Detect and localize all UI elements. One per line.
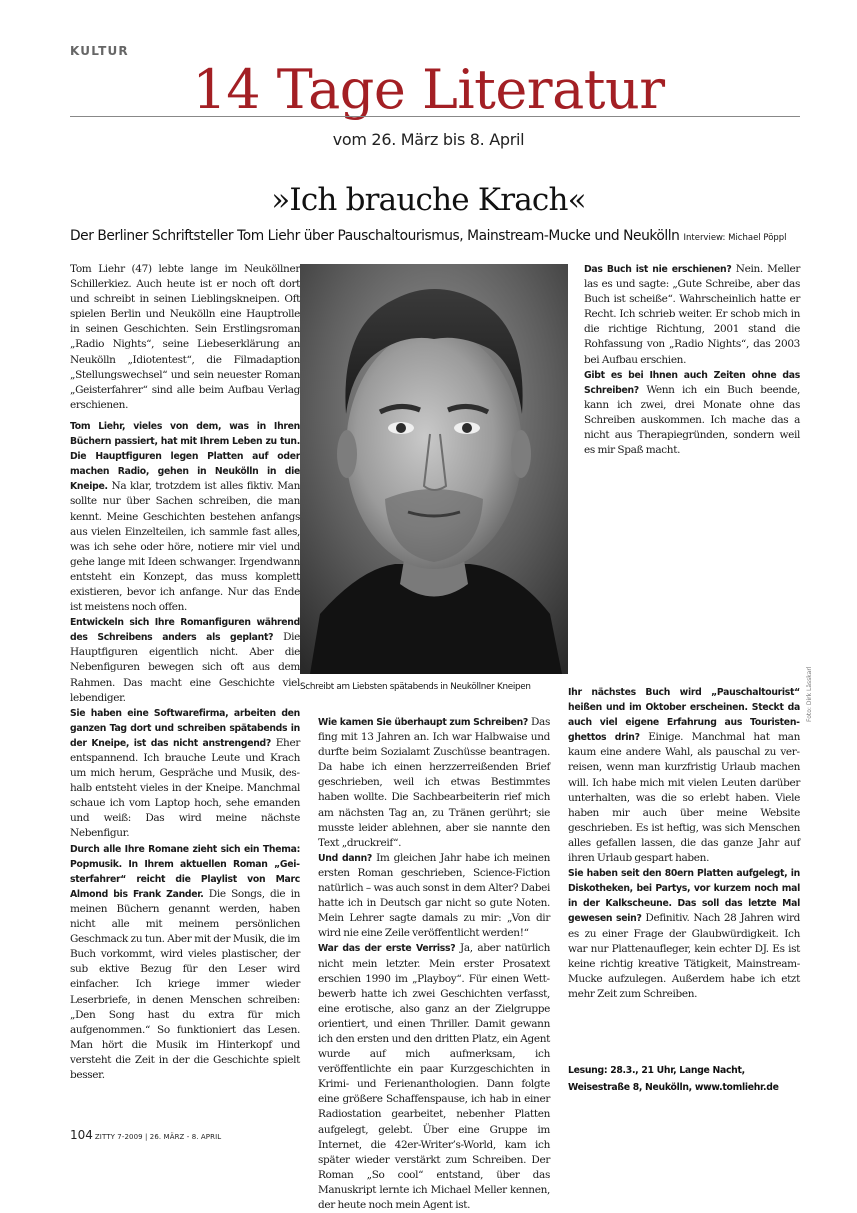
- photo-credit-text: Foto: Dirk Lässkarl: [806, 666, 813, 722]
- answer: Definitiv. Nach 28 Jahren wird es zu einer Frage der Glaubwürdigkeit. Ich war nur Plattenaufleger, kein echter DJ. Es ist keine richtig kreative Tätigkeit, Mainstream-Mucke aufzulegen. Außerdem habe ich etzt mehr Zeit zum Schreiben.: [568, 912, 800, 1000]
- title-rule: [70, 116, 800, 117]
- issue-info: ZITTY 7-2009 | 26. MÄRZ - 8. APRIL: [94, 1133, 222, 1141]
- answer: Die Songs, die in meinen Büchern genannt werden, haben nicht alle mit meinem persönlichen Geschmack zu tun. Aber mit der Musik, die im Buch vorkommt, wird vieles plastischer, der sub ektive Bezug für den Leser wird einfacher. Ich kriege immer wieder Leserbriefe, in denen Menschen schreiben: „Den Song hast du extra für mich aufgenommen.“ So funktioniert das Lesen. Man hört die Musik im Hinterkopf und versteht die Zeit in der die Geschichte spielt besser.: [70, 887, 301, 1081]
- question: Sie haben eine Softwarefirma, arbeiten den ganzen Tag dort und schreiben spätabends in der Kneipe, ist das nicht anstrengend?: [70, 707, 300, 749]
- question: Gibt es bei Ihnen auch Zeiten ohne das Schreiben?: [584, 369, 800, 396]
- qa-block: [70, 706, 300, 842]
- intro-paragraph: Tom Liehr (47) lebte lange im Neuköllner Schillerkiez. Auch heute ist er noch oft dort und schreibt in seinen Lieblingskneipen. Oft spielen Berlin und Neukölln eine Hauptrolle in seinen Geschichten. Sein Erstlingsroman „Radio Nights“, seine Liebeserklärung an Neukölln „Idiotentest“, die Filmadaption „Stellungswechsel“ und sein neuester Roman „Geisterfahrer“ sind alle beim Aufbau Verlag erschienen.: [70, 263, 300, 411]
- answer: Im gleichen Jahr habe ich meinen ersten Roman geschrieben, Science-Fiction natürlich – was auch sonst in dem Alter? Dabei hatte ich in Deutsch gar nicht so gute Noten. Mein Lehrer sagte damals zu mir: „Von dir wird nie eine Zeile veröffentlicht werden!“: [318, 851, 550, 940]
- qa-block: [568, 685, 800, 866]
- interview-credit: Interview: Michael Pöppl: [683, 233, 787, 243]
- question: Ihr nächstes Buch wird „Pauschaltourist“ heißen und im Oktober erscheinen. Steckt da auch viel eigene Erfahrung aus Touristenghettos drin?: [568, 687, 800, 744]
- qa-block: [70, 419, 300, 615]
- article-column-3-lower: [568, 685, 800, 1057]
- qa-block: [318, 715, 550, 851]
- question: Durch alle Ihre Romane zieht sich ein Thema: Popmusik. In Ihrem aktuellen Roman „Geisterfahrer“ reicht die Playlist von Marc Almond bis Frank Zander.: [70, 843, 300, 900]
- portrait-image: [300, 264, 568, 674]
- article-column-3: [584, 262, 800, 682]
- page-footer: [70, 1128, 221, 1142]
- answer: Ja, aber natürlich nicht mein letzter. Mein erster Prosatext erschien 1990 im „Playboy“. Für einen Wettbewerb hatte ich zwei Geschichten verfasst, eine erotische, also ganz an der Zielgruppe orientiert, und einen Thriller. Damit gewann ich den ersten und den dritten Platz, ein Agent wurde auf mich aufmerksam, ich veröffentlichte ein paar Kurzgeschichten in Krimi- und Ferienanthologien. Dann folgte eine größere Schaffenspause, ich hab in einer Radiostation gearbeitet, nebenher Platten aufgelegt, gelebt. Über eine Gruppe im Internet, die 42er-Writer’s-World, kam ich später wieder verstärkt zum Schreiben. Der Roman „So cool“ entstand, über das Manuskript lernte ich Michael Meller kennen, der heute noch mein Agent ist.: [318, 942, 550, 1211]
- qa-block: [568, 866, 800, 1002]
- question: Tom Liehr, vieles von dem, was in Ihren Büchern passiert, hat mit Ihrem Leben zu tun. Die Hauptfiguren legen Platten auf oder machen Radio, gehen in Neukölln in die Kneipe.: [70, 420, 300, 493]
- event-info: [568, 1062, 800, 1096]
- question: War das der erste Verriss?: [318, 943, 456, 955]
- article-headline: »Ich brauche Krach«: [271, 182, 586, 218]
- page-title: 14 Tage Literatur: [192, 58, 665, 121]
- answer: Wenn ich ein Buch beende, kann ich zwei, drei Monate ohne das Schreiben auskommen. Ich mache das a nicht aus Therapiegründen, sondern weil es mir Spaß macht.: [584, 383, 800, 457]
- question: Sie haben seit den 80ern Platten aufgelegt, in Diskotheken, bei Partys, vor kurzem noch mal in der Kalkscheune. Das soll das letzte Mal gewesen sein?: [568, 868, 800, 925]
- question: Das Buch ist nie erschienen?: [584, 264, 732, 275]
- qa-block: [318, 851, 550, 942]
- qa-block: [584, 368, 800, 459]
- article-column-1: [70, 262, 301, 1081]
- answer: Eher entspannend. Ich brauche Leute und Krach um mich herum, Gespräche und Musik, deshalb entsteht vieles in der Kneipe. Manchmal schaue ich vom Laptop hoch, sehe emanden und weiß: Das wird meine nächste Nebenfigur.: [70, 736, 300, 840]
- event-info-line-2: Weisestraße 8, Neukölln, www.tomliehr.de: [568, 1082, 779, 1093]
- question: Entwickeln sich Ihre Romanfiguren während des Schreibens anders als geplant?: [70, 617, 300, 644]
- qa-block: [584, 262, 800, 368]
- photo-credit: [806, 662, 818, 722]
- question: Wie kamen Sie überhaupt zum Schreiben?: [318, 717, 528, 728]
- qa-block: [70, 615, 300, 706]
- author-photo: [300, 264, 568, 674]
- article-subheadline: [70, 228, 810, 244]
- section-label: KULTUR: [70, 44, 129, 58]
- subheadline-text: Der Berliner Schriftsteller Tom Liehr über Pauschaltourismus, Mainstream-Mucke und Neukölln: [70, 228, 680, 244]
- qa-block: [318, 941, 550, 1213]
- answer: Das fing mit 13 Jahren an. Ich war Halbwaise und durfte beim Sozialamt Zuschüsse beantragen. Da habe ich einen herzzerreißenden Brief geschrieben, weil ich etwas Bestimmtes haben wollte. Die Sachbearbeiterin rief mich am nächsten Tag an, zu Tränen gerührt; sie musste leider ablehnen, aber sie nannte den Text „druckreif“.: [318, 716, 550, 849]
- photo-caption: Schreibt am Liebsten spätabends in Neuköllner Kneipen: [300, 682, 531, 692]
- event-info-line-1: Lesung: 28.3., 21 Uhr, Lange Nacht,: [568, 1065, 745, 1076]
- question: Und dann?: [318, 852, 373, 864]
- qa-block: [70, 842, 300, 1084]
- answer: Nein. Meller las es und sagte: „Gute Schreibe, aber das Buch ist scheiße“. Wahrscheinlich hatte er Recht. Ich schrieb weiter. Er schob mich in die richtige Richtung, 2001 stand die Rohfassung von „Radio Nights“, das 2003 bei Aufbau erschien.: [584, 263, 800, 366]
- answer: Die Hauptfiguren eigentlich nicht. Aber die Nebenfiguren bewegen sich oft aus dem Rahmen. Das macht eine Geschichte viel lebendiger.: [70, 631, 301, 704]
- page-number: 104: [70, 1128, 93, 1142]
- answer: Na klar, trotzdem ist alles fiktiv. Man sollte nur über Sachen schreiben, die man kennt. Meine Geschichten bestehen anfangs aus vielen Einzelteilen, ich sammle fast alles, was ich sehe oder höre, notiere mir viel und gehe lange mit Ideen schwanger. Irgendwann entsteht ein Konzept, das muss komplett existieren, bevor ich anfange. Nur das Ende ist meistens noch offen.: [70, 480, 300, 614]
- article-column-2: [318, 715, 550, 1211]
- date-range: vom 26. März bis 8. April: [332, 130, 525, 149]
- answer: Einige. Manchmal hat man kaum eine andere Wahl, als pauschal zu verreisen, wenn man kurzfristig Urlaub machen will. Ich habe mich mit vielen Leuten darüber unterhalten, was die so erlebt haben. Viele haben mir auch über meine Website geschrieben. Es ist heftig, was sich Menschen alles gefallen lassen, die das ganze Jahr auf ihren Urlaub gespart haben.: [568, 731, 801, 865]
